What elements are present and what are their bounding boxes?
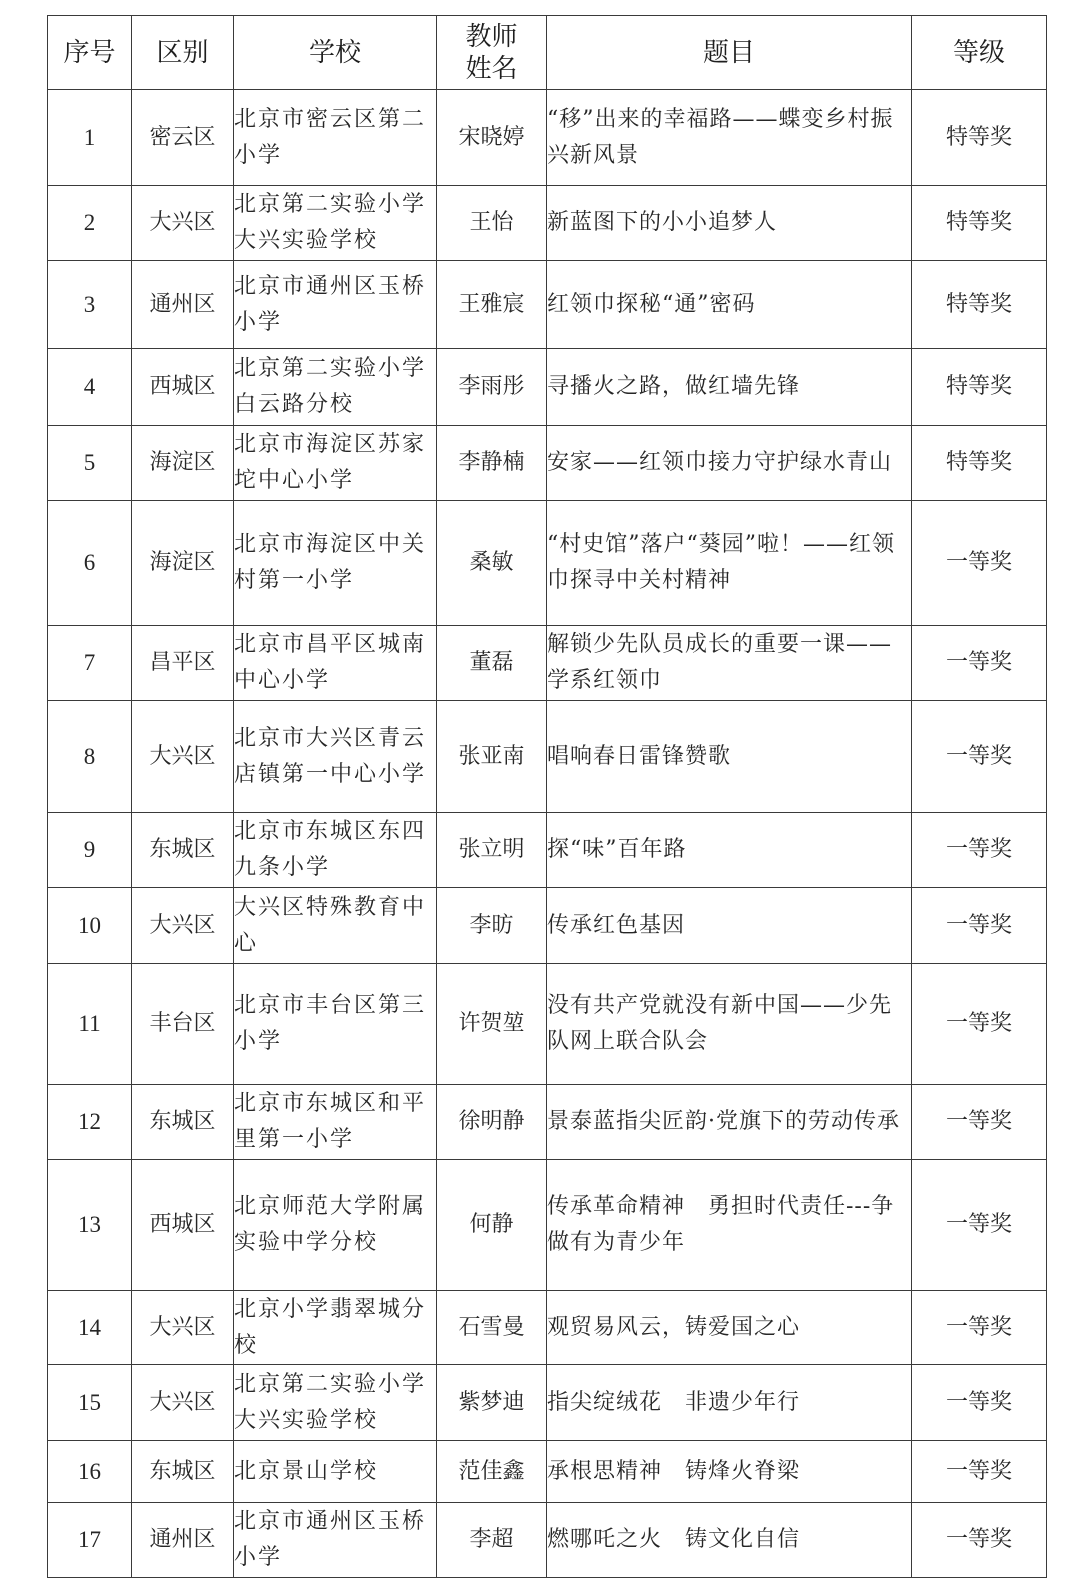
cell-teacher: 何静 (437, 1160, 547, 1291)
cell-teacher: 李超 (437, 1503, 547, 1578)
cell-topic: 没有共产党就没有新中国——少先队网上联合队会 (547, 964, 912, 1085)
table-row (48, 261, 1047, 349)
cell-teacher: 桑敏 (437, 501, 547, 626)
cell-school: 北京市昌平区城南中心小学 (234, 626, 437, 701)
cell-topic: 解锁少先队员成长的重要一课——学系红领巾 (547, 626, 912, 701)
cell-topic: 指尖绽绒花 非遗少年行 (547, 1365, 912, 1441)
cell-grade: 一等奖 (912, 888, 1047, 964)
cell-grade: 一等奖 (912, 1160, 1047, 1291)
cell-district: 大兴区 (132, 1291, 234, 1365)
cell-grade: 一等奖 (912, 1441, 1047, 1503)
table-row (48, 349, 1047, 426)
cell-grade: 特等奖 (912, 261, 1047, 349)
cell-school: 北京市大兴区青云店镇第一中心小学 (234, 701, 437, 813)
cell-district: 西城区 (132, 1160, 234, 1291)
table-row (48, 964, 1047, 1085)
cell-grade: 特等奖 (912, 349, 1047, 426)
cell-school: 北京市海淀区苏家坨中心小学 (234, 426, 437, 501)
cell-teacher: 董磊 (437, 626, 547, 701)
cell-index: 1 (48, 90, 132, 186)
cell-teacher: 范佳鑫 (437, 1441, 547, 1503)
cell-index: 17 (48, 1503, 132, 1578)
cell-grade: 一等奖 (912, 501, 1047, 626)
cell-topic: 传承红色基因 (547, 888, 912, 964)
cell-topic: 承根思精神 铸烽火脊梁 (547, 1441, 912, 1503)
cell-school: 北京市密云区第二小学 (234, 90, 437, 186)
cell-teacher: 李雨彤 (437, 349, 547, 426)
table-row (48, 501, 1047, 626)
cell-grade: 一等奖 (912, 1291, 1047, 1365)
cell-grade: 一等奖 (912, 626, 1047, 701)
table-row (48, 888, 1047, 964)
cell-district: 大兴区 (132, 186, 234, 261)
cell-district: 丰台区 (132, 964, 234, 1085)
cell-grade: 特等奖 (912, 426, 1047, 501)
cell-school: 北京市东城区和平里第一小学 (234, 1085, 437, 1160)
cell-school: 北京市通州区玉桥小学 (234, 1503, 437, 1578)
cell-index: 16 (48, 1441, 132, 1503)
cell-index: 9 (48, 813, 132, 888)
cell-topic: 唱响春日雷锋赞歌 (547, 701, 912, 813)
cell-grade: 特等奖 (912, 90, 1047, 186)
cell-district: 通州区 (132, 261, 234, 349)
table-row (48, 701, 1047, 813)
table-row (48, 813, 1047, 888)
table-row (48, 1160, 1047, 1291)
cell-district: 大兴区 (132, 888, 234, 964)
cell-grade: 一等奖 (912, 701, 1047, 813)
table-row (48, 186, 1047, 261)
cell-district: 东城区 (132, 1441, 234, 1503)
cell-school: 北京第二实验小学大兴实验学校 (234, 1365, 437, 1441)
cell-teacher: 李静楠 (437, 426, 547, 501)
table-row (48, 1291, 1047, 1365)
cell-district: 海淀区 (132, 426, 234, 501)
cell-grade: 一等奖 (912, 1365, 1047, 1441)
table-row (48, 1365, 1047, 1441)
cell-teacher: 石雪曼 (437, 1291, 547, 1365)
cell-school: 大兴区特殊教育中心 (234, 888, 437, 964)
cell-index: 5 (48, 426, 132, 501)
cell-index: 10 (48, 888, 132, 964)
cell-school: 北京市通州区玉桥小学 (234, 261, 437, 349)
header-row (48, 16, 1047, 90)
cell-teacher: 王怡 (437, 186, 547, 261)
cell-index: 13 (48, 1160, 132, 1291)
cell-topic: “移”出来的幸福路——蝶变乡村振兴新风景 (547, 90, 912, 186)
cell-district: 通州区 (132, 1503, 234, 1578)
cell-topic: 观贸易风云，铸爱国之心 (547, 1291, 912, 1365)
cell-index: 8 (48, 701, 132, 813)
cell-school: 北京小学翡翠城分校 (234, 1291, 437, 1365)
header-teacher-line2: 姓名 (465, 53, 518, 84)
cell-topic: 安家——红领巾接力守护绿水青山 (547, 426, 912, 501)
cell-district: 海淀区 (132, 501, 234, 626)
header-grade: 等级 (912, 16, 1047, 90)
header-teacher-line1: 教师 (465, 21, 518, 52)
cell-school: 北京第二实验小学白云路分校 (234, 349, 437, 426)
cell-index: 14 (48, 1291, 132, 1365)
header-index: 序号 (48, 16, 132, 90)
cell-district: 大兴区 (132, 701, 234, 813)
cell-index: 6 (48, 501, 132, 626)
cell-topic: 红领巾探秘“通”密码 (547, 261, 912, 349)
header-teacher (437, 16, 547, 90)
cell-teacher: 宋晓婷 (437, 90, 547, 186)
cell-school: 北京市东城区东四九条小学 (234, 813, 437, 888)
cell-topic: 新蓝图下的小小追梦人 (547, 186, 912, 261)
cell-index: 3 (48, 261, 132, 349)
cell-topic: 寻播火之路，做红墙先锋 (547, 349, 912, 426)
cell-teacher: 王雅宸 (437, 261, 547, 349)
cell-school: 北京市丰台区第三小学 (234, 964, 437, 1085)
cell-topic: 传承革命精神 勇担时代责任---争做有为青少年 (547, 1160, 912, 1291)
cell-grade: 特等奖 (912, 186, 1047, 261)
cell-grade: 一等奖 (912, 1085, 1047, 1160)
cell-district: 东城区 (132, 813, 234, 888)
cell-district: 东城区 (132, 1085, 234, 1160)
header-topic: 题目 (547, 16, 912, 90)
table-row (48, 1503, 1047, 1578)
cell-district: 密云区 (132, 90, 234, 186)
cell-grade: 一等奖 (912, 964, 1047, 1085)
table-row (48, 626, 1047, 701)
cell-index: 7 (48, 626, 132, 701)
cell-school: 北京景山学校 (234, 1441, 437, 1503)
header-school: 学校 (234, 16, 437, 90)
cell-index: 12 (48, 1085, 132, 1160)
cell-teacher: 徐明静 (437, 1085, 547, 1160)
cell-teacher: 许贺堃 (437, 964, 547, 1085)
cell-teacher: 张亚南 (437, 701, 547, 813)
cell-district: 大兴区 (132, 1365, 234, 1441)
cell-school: 北京市海淀区中关村第一小学 (234, 501, 437, 626)
cell-teacher: 紫梦迪 (437, 1365, 547, 1441)
cell-topic: “村史馆”落户“葵园”啦！——红领巾探寻中关村精神 (547, 501, 912, 626)
cell-district: 西城区 (132, 349, 234, 426)
cell-grade: 一等奖 (912, 813, 1047, 888)
table-row (48, 90, 1047, 186)
table-row (48, 426, 1047, 501)
cell-index: 15 (48, 1365, 132, 1441)
cell-topic: 探“味”百年路 (547, 813, 912, 888)
cell-grade: 一等奖 (912, 1503, 1047, 1578)
cell-index: 2 (48, 186, 132, 261)
table-row (48, 1441, 1047, 1503)
cell-index: 11 (48, 964, 132, 1085)
cell-school: 北京第二实验小学大兴实验学校 (234, 186, 437, 261)
cell-teacher: 李昉 (437, 888, 547, 964)
header-district: 区别 (132, 16, 234, 90)
awards-table (47, 15, 1047, 1578)
cell-topic: 燃哪吒之火 铸文化自信 (547, 1503, 912, 1578)
table-row (48, 1085, 1047, 1160)
cell-teacher: 张立明 (437, 813, 547, 888)
cell-topic: 景泰蓝指尖匠韵·党旗下的劳动传承 (547, 1085, 912, 1160)
cell-index: 4 (48, 349, 132, 426)
cell-school: 北京师范大学附属实验中学分校 (234, 1160, 437, 1291)
cell-district: 昌平区 (132, 626, 234, 701)
